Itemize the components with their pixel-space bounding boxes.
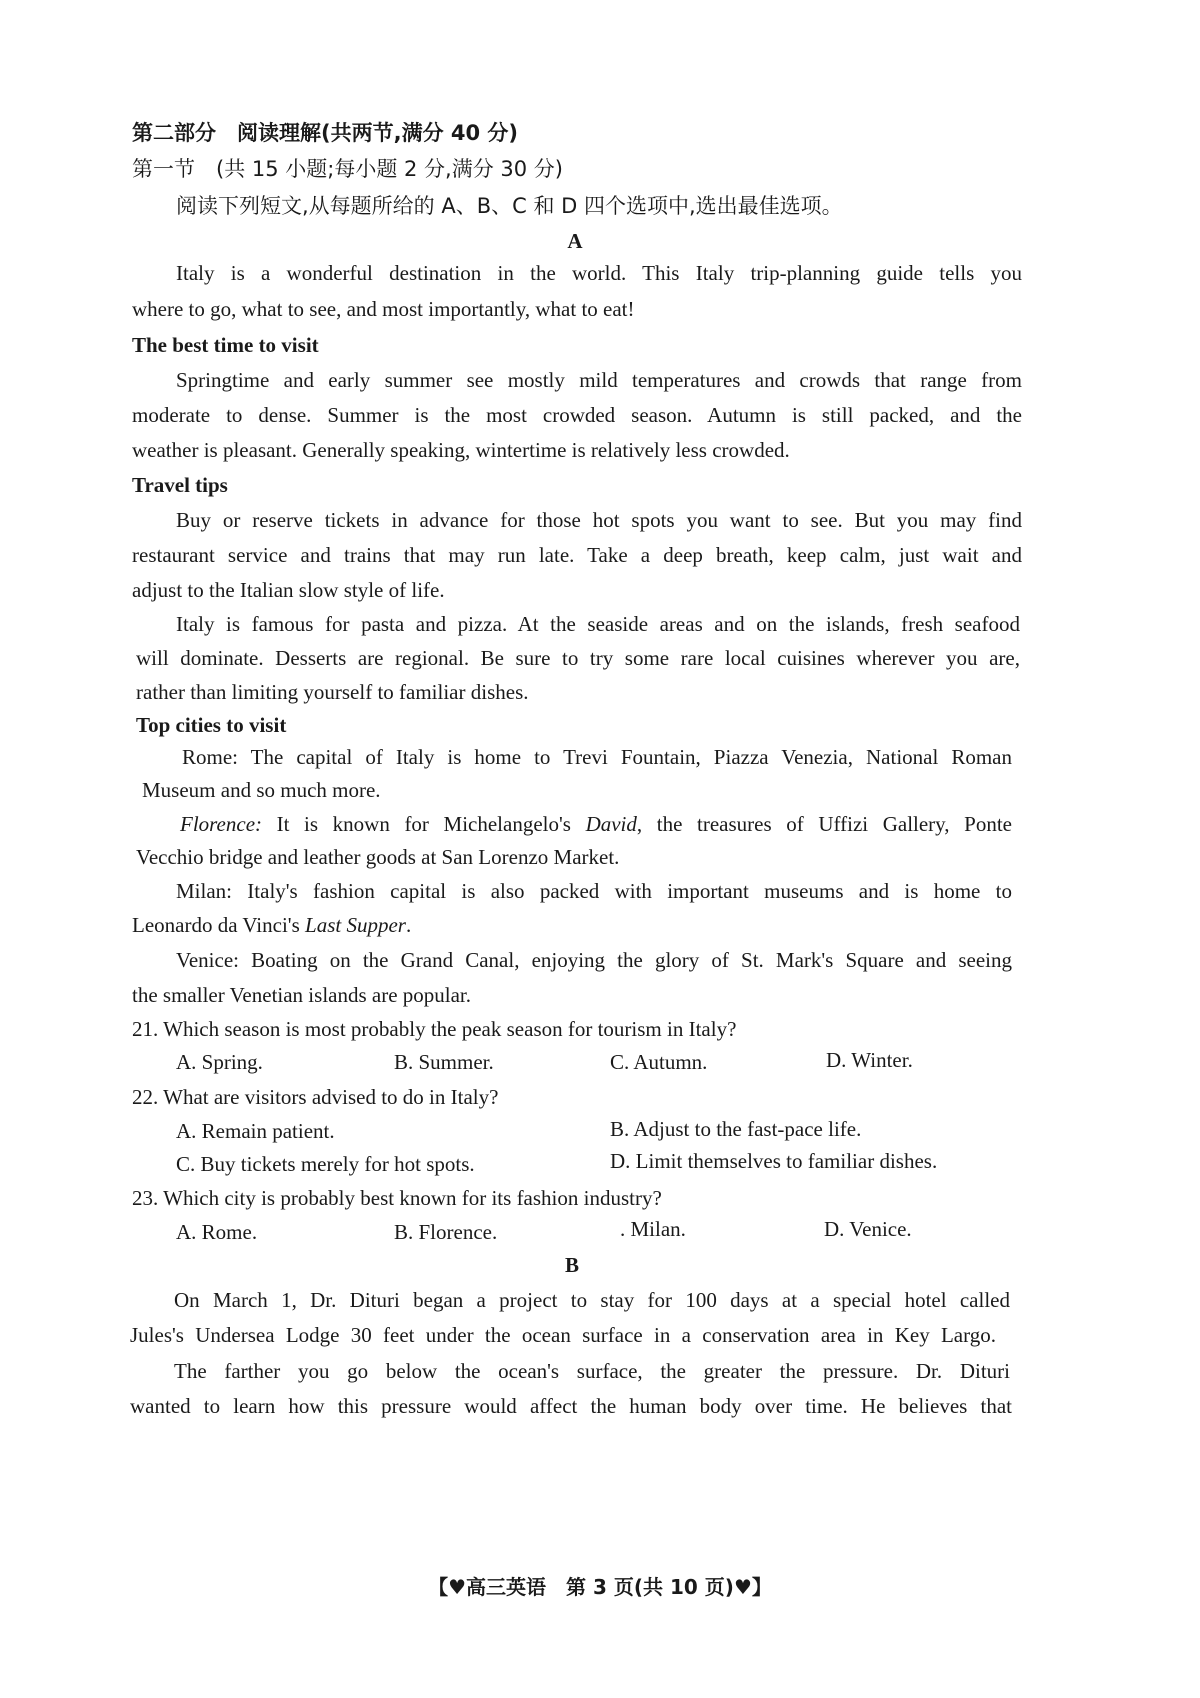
best-time-text: Springtime and early summer see mostly mild temperatures and crowds that range from (176, 368, 1022, 392)
florence-text-a: It is known for Michelangelo's (262, 812, 586, 836)
florence-david: David (585, 812, 637, 836)
question-option: B. Summer. (394, 1050, 494, 1074)
passage-b-text: wanted to learn how this pressure would affect the human body over time. He believes that (130, 1394, 1012, 1418)
instructions: 阅读下列短文,从每题所给的 A、B、C 和 D 四个选项中,选出最佳选项。 (176, 194, 843, 218)
question-option: A. Rome. (176, 1220, 258, 1244)
question-option: . Milan. (620, 1217, 686, 1241)
passage-b-label: B (564, 1253, 579, 1277)
venice-text: the smaller Venetian islands are popular. (132, 983, 472, 1007)
florence-text (180, 811, 1012, 837)
best-time-text: weather is pleasant. Generally speaking, wintertime is relatively less crowded. (132, 438, 790, 462)
food-text: rather than limiting yourself to familiar dishes. (136, 680, 529, 704)
milan-text (132, 912, 411, 938)
question-option: C. Autumn. (610, 1050, 708, 1074)
tips-text: Buy or reserve tickets in advance for those hot spots you want to see. But you may find (176, 508, 1022, 532)
question-option: D. Limit themselves to familiar dishes. (610, 1149, 938, 1173)
milan-text-a: Leonardo da Vinci's (132, 913, 306, 937)
part-title: 第二部分 阅读理解(共两节,满分 40 分) (132, 121, 519, 145)
passage-a-intro-line: Italy is a wonderful destination in the world. This Italy trip-planning guide tells you (176, 261, 1022, 285)
question-option: D. Winter. (826, 1048, 913, 1072)
cities-heading: Top cities to visit (136, 713, 287, 737)
question-option: C. Buy tickets merely for hot spots. (176, 1152, 475, 1176)
food-text: Italy is famous for pasta and pizza. At the seaside areas and on the islands, fresh seafood (176, 612, 1020, 636)
milan-text-b: . (405, 913, 412, 937)
passage-b-text: Jules's Undersea Lodge 30 feet under the ocean surface in a conservation area in Key Largo. (130, 1323, 996, 1347)
milan-last-supper: Last Supper (305, 913, 406, 937)
question-option: D. Venice. (824, 1217, 912, 1241)
best-time-text: moderate to dense. Summer is the most crowded season. Autumn is still packed, and the (132, 403, 1022, 427)
tips-heading: Travel tips (132, 473, 228, 497)
milan-text: Milan: Italy's fashion capital is also packed with important museums and is home to (176, 879, 1012, 903)
tips-text: adjust to the Italian slow style of life. (132, 578, 445, 602)
passage-a-label: A (567, 229, 583, 253)
florence-text: Vecchio bridge and leather goods at San Lorenzo Market. (136, 845, 620, 869)
best-time-heading: The best time to visit (132, 333, 319, 357)
tips-text: restaurant service and trains that may run late. Take a deep breath, keep calm, just wait and (132, 543, 1022, 567)
question-option: B. Adjust to the fast-pace life. (610, 1117, 862, 1141)
florence-name: Florence: (180, 812, 263, 836)
rome-text: Rome: The capital of Italy is home to Trevi Fountain, Piazza Venezia, National Roman (182, 745, 1012, 769)
page-footer (0, 1574, 1200, 1600)
florence-text-b: , the treasures of Uffizi Gallery, Ponte (636, 812, 1013, 836)
heart-icon: ♥ (448, 1575, 467, 1599)
question-option: B. Florence. (394, 1220, 498, 1244)
question-option: A. Spring. (176, 1050, 263, 1074)
passage-b-text: The farther you go below the ocean's surface, the greater the pressure. Dr. Dituri (174, 1359, 1010, 1383)
passage-b-text: On March 1, Dr. Dituri began a project to stay for 100 days at a special hotel called (174, 1288, 1010, 1312)
heart-icon: ♥ (733, 1575, 752, 1599)
question-stem: 21. Which season is most probably the peak season for tourism in Italy? (132, 1017, 737, 1041)
venice-text: Venice: Boating on the Grand Canal, enjoying the glory of St. Mark's Square and seeing (176, 948, 1012, 972)
question-option: A. Remain patient. (176, 1119, 335, 1143)
rome-text: Museum and so much more. (142, 778, 381, 802)
footer-bracket-right: 】 (751, 1575, 772, 1599)
section-title: 第一节 (共 15 小题;每小题 2 分,满分 30 分) (132, 157, 563, 181)
footer-page-text: 高三英语 第 3 页(共 10 页) (466, 1575, 734, 1599)
passage-a-intro-line: where to go, what to see, and most importantly, what to eat! (132, 297, 635, 321)
question-stem: 22. What are visitors advised to do in Italy? (132, 1085, 499, 1109)
question-stem: 23. Which city is probably best known for its fashion industry? (132, 1186, 662, 1210)
food-text: will dominate. Desserts are regional. Be sure to try some rare local cuisines wherever you are, (136, 646, 1020, 670)
footer-bracket-left: 【 (428, 1575, 449, 1599)
